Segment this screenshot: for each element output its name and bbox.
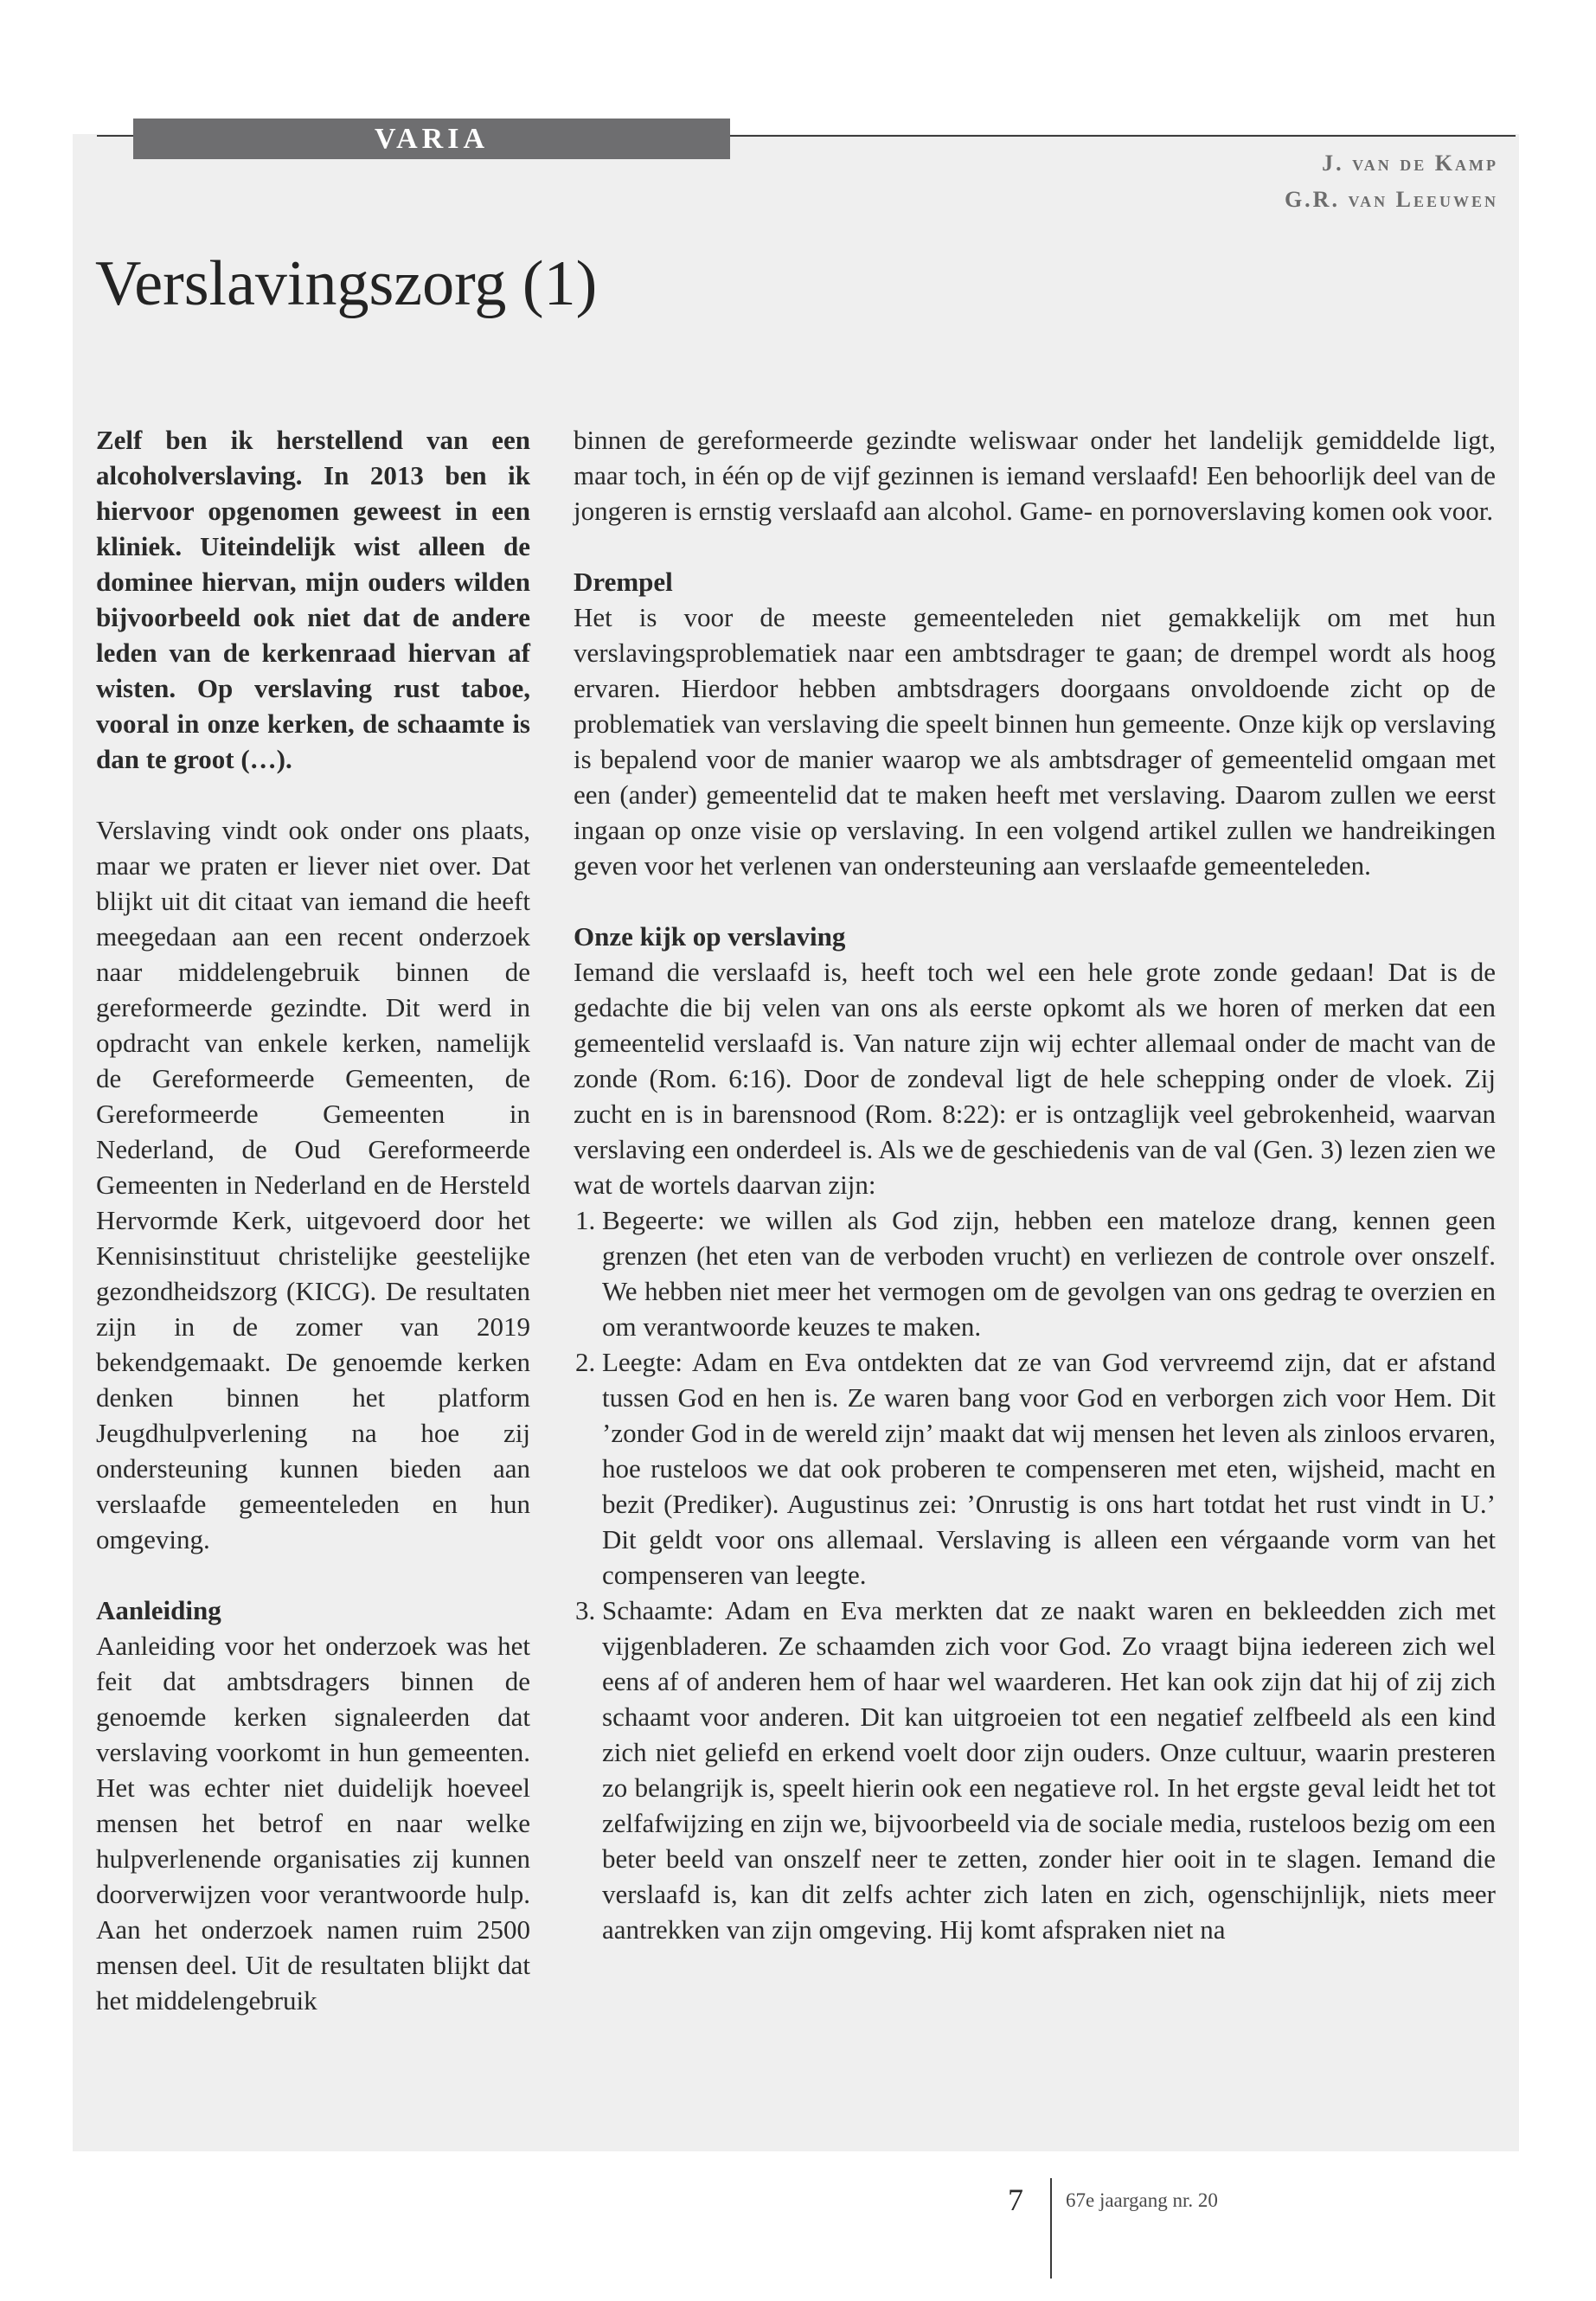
list-item: 3. Schaamte: Adam en Eva merkten dat ze naakt waren en bekleedden zich met vijgenbladeren. Ze schaamden zich voor God. Zo vraagt bijna iedereen zich wel eens af of anderen hem of haar wel waarderen. Het kan ook zijn dat hij of zij zich schaamt voor anderen. Dit kan uitgroeien tot een negatief zelfbeeld als een kind zich niet geliefd en erkend voelt door zijn ouders. Onze cultuur, waarin presteren zo belangrijk is, speelt hierin ook een negatieve rol. In het ergste geval leidt het tot zelfafwijzing en zijn we, bijvoorbeeld via de sociale media, rusteloos bezig om een beter beeld van onszelf neer te zetten, zonder hier ooit in te slagen. Iemand die verslaafd is, kan dit zelfs achter zich laten en zich, ogenschijnlijk, niets meer aantrekken van zijn omgeving. Hij komt afspraken niet na	[602, 1593, 1496, 1947]
body-paragraph: Iemand die verslaafd is, heeft toch wel een hele grote zonde gedaan! Dat is de gedachte die bij velen van ons als eerste opkomt als we horen of merken dat een gemeentelid verslaafd is. Van nature zijn wij echter allemaal onder de macht van de zonde (Rom. 6:16). Door de zondeval ligt de hele schepping onder de vloek. Zij zucht en is in barensnood (Rom. 8:22): er is ontzaglijk veel gebrokenheid, waarvan verslaving een onderdeel is. Als we de geschiedenis van de val (Gen. 3) lezen zien we wat de wortels daarvan zijn:	[574, 957, 1496, 1200]
paragraph-gap	[574, 529, 1496, 564]
body-paragraph: Verslaving vindt ook onder ons plaats, maar we praten er liever niet over. Dat blijkt uit dit citaat van iemand die heeft meegedaan aan een recent onderzoek naar middelengebruik binnen de gereformeerde gezindte. Dit werd in opdracht van enkele kerken, namelijk de Gereformeerde Gemeenten, de Gereformeerde Gemeenten in Nederland, de Oud Gereformeerde Gemeenten in Nederland en de Hersteld Hervormde Kerk, uitgevoerd door het Kennisinstituut christelijke geestelijke gezondheidszorg (KICG). De resultaten zijn in de zomer van 2019 bekendgemaakt. De genoemde kerken denken binnen het platform Jeugdhulpverlening na hoe zij ondersteuning kunnen bieden aan verslaafde gemeenteleden en hun omgeving.	[96, 815, 530, 1554]
author-2: G.R. van Leeuwen	[1284, 187, 1498, 212]
section-heading-aanleiding: Aanleiding	[96, 1595, 221, 1625]
article-title: Verslavingszorg (1)	[95, 248, 598, 319]
roots-list	[574, 1202, 1496, 1947]
paragraph-gap	[96, 1557, 530, 1593]
section-heading-kijk: Onze kijk op verslaving	[574, 921, 846, 952]
paragraph-gap	[574, 883, 1496, 919]
left-column	[96, 422, 530, 2018]
intro-quote: Zelf ben ik herstellend van een alcoholverslaving. In 2013 ben ik hiervoor opgenomen geweest in een kliniek. Uiteindelijk wist alleen de dominee hiervan, mijn ouders wilden bijvoorbeeld ook niet dat de andere leden van de kerkenraad hiervan af wisten. Op verslaving rust taboe, vooral in onze kerken, de schaamte is dan te groot (…).	[96, 425, 530, 774]
list-item: 1. Begeerte: we willen als God zijn, hebben een mateloze drang, kennen geen grenzen (het eten van de verboden vrucht) en verliezen de controle over onszelf. We hebben niet meer het vermogen om de gevolgen van ons gedrag te overzien en om verantwoorde keuzes te maken.	[602, 1202, 1496, 1344]
list-item: 2. Leegte: Adam en Eva ontdekten dat ze van God vervreemd zijn, dat er afstand tussen God en hen is. Ze waren bang voor God en verborgen zich voor Hem. Dit ’zonder God in de wereld zijn’ maakt dat wij mensen het leven als zinloos ervaren, hoe rusteloos we dat ook proberen te compenseren met eten, wijsheid, macht en bezit (Prediker). Augustinus zei: ’Onrustig is ons hart totdat het rust vindt in U.’ Dit geldt voor ons allemaal. Verslaving is alleen een vérgaande vorm van het compenseren van leegte.	[602, 1344, 1496, 1593]
section-heading-drempel: Drempel	[574, 567, 673, 597]
paragraph-gap	[96, 777, 530, 812]
footer-divider	[1050, 2178, 1052, 2279]
author-block	[1285, 145, 1498, 218]
body-paragraph: Aanleiding voor het onderzoek was het feit dat ambtsdragers binnen de genoemde kerken signaleerden dat verslaving voorkomt in hun gemeenten. Het was echter niet duidelijk hoeveel mensen het betrof en naar welke hulpverlenende organisaties zij kunnen doorverwijzen voor verantwoorde hulp. Aan het onderzoek namen ruim 2500 mensen deel. Uit de resultaten blijkt dat het middelengebruik	[96, 1631, 530, 2016]
page-number: 7	[1008, 2182, 1023, 2217]
body-paragraph: Het is voor de meeste gemeenteleden niet gemakkelijk om met hun verslavingsproblematiek naar een ambtsdrager te gaan; de drempel wordt als hoog ervaren. Hierdoor hebben ambtsdragers doorgaans onvoldoende zicht op de problematiek van verslaving die speelt binnen hun gemeente. Onze kijk op verslaving is bepalend voor de manier waarop we als ambtsdrager of gemeentelid omgaan met een (ander) gemeentelid dat te maken heeft met verslaving. Daarom zullen we eerst ingaan op onze visie op verslaving. In een volgend artikel zullen we handreikingen geven voor het verlenen van ondersteuning aan verslaafde gemeenteleden.	[574, 602, 1496, 881]
body-paragraph: binnen de gereformeerde gezindte weliswaar onder het landelijk gemiddelde ligt, maar toch, in één op de vijf gezinnen is iemand verslaafd! Een behoorlijk deel van de jongeren is ernstig verslaafd aan alcohol. Game- en pornoverslaving komen ook voor.	[574, 425, 1496, 526]
issue-label: 67e jaargang nr. 20	[1066, 2189, 1218, 2211]
right-column	[574, 422, 1496, 1947]
author-1: J. van de Kamp	[1322, 151, 1498, 176]
section-label: VARIA	[133, 119, 730, 159]
